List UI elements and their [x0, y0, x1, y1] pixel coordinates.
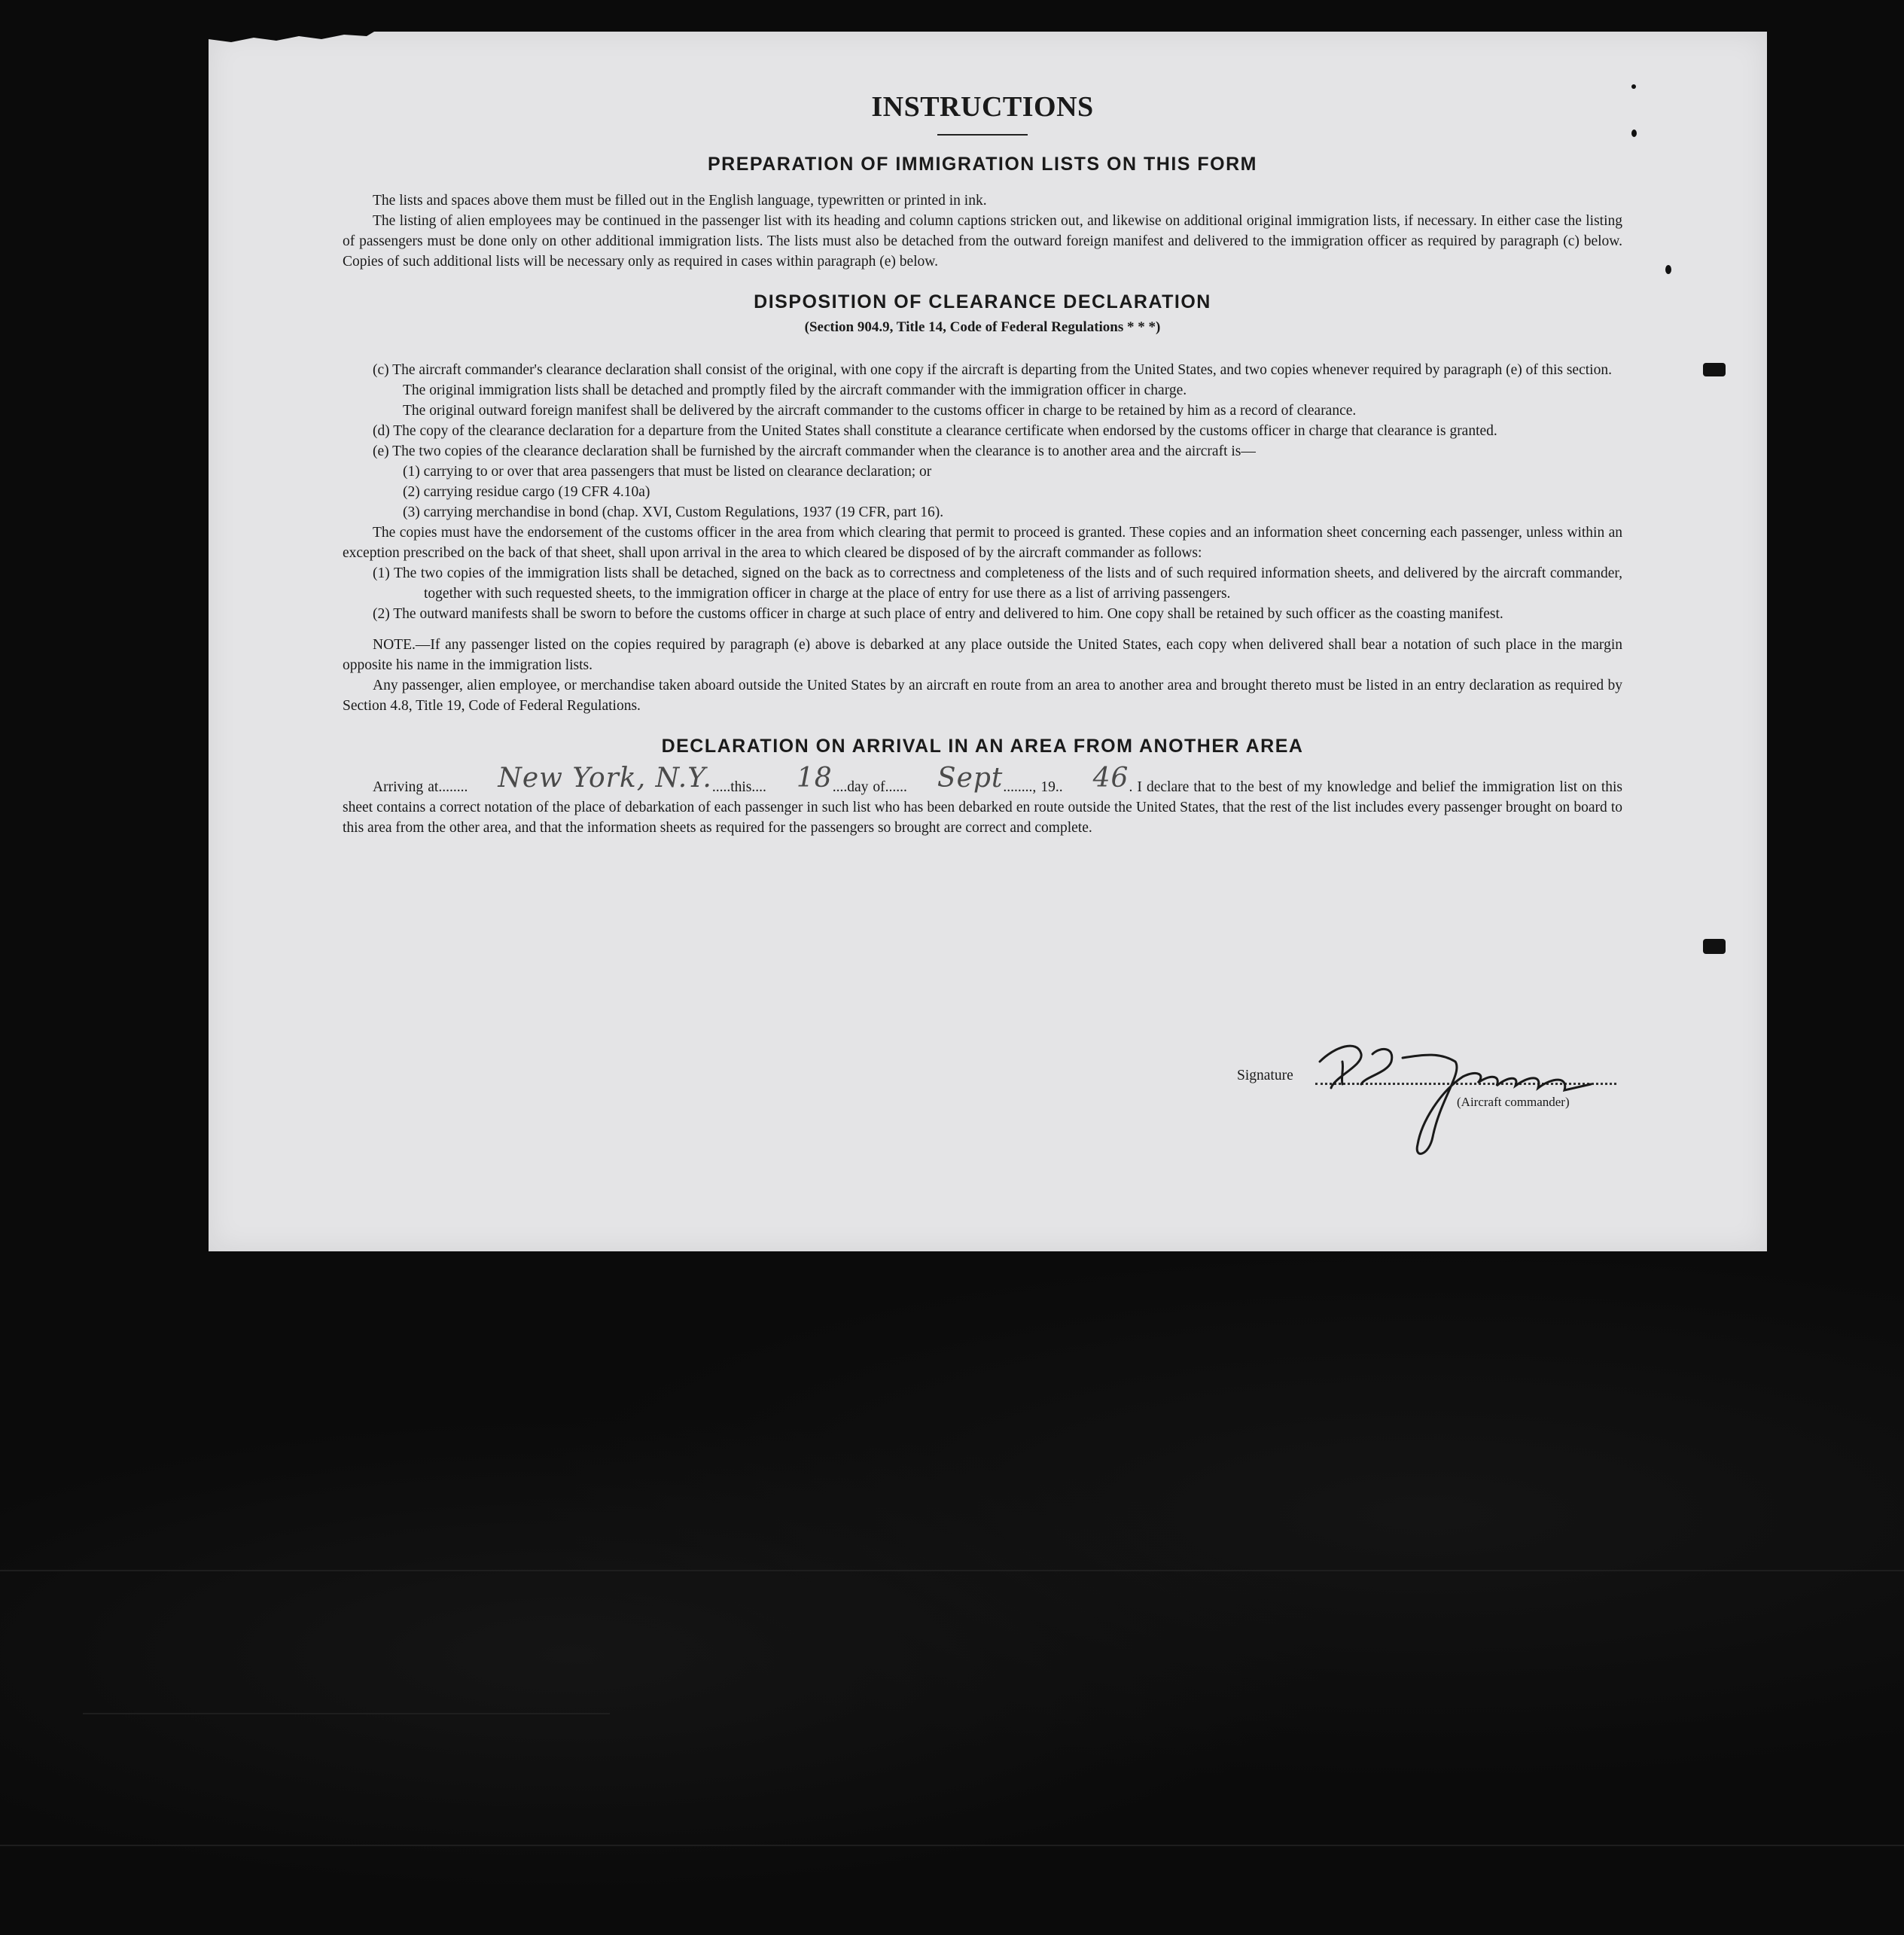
document-page: [209, 32, 1767, 1251]
paragraph-e-item: (3) carrying merchandise in bond (chap. XVI, Custom Regulations, 1937 (19 CFR, part 16).: [403, 504, 944, 520]
scan-artifact-line: [83, 1713, 610, 1714]
handwritten-day[interactable]: 18: [796, 763, 833, 794]
paragraph-c-1: The original immigration lists shall be detached and promptly filed by the aircraft commander with the immigration officer in charge.: [403, 382, 1187, 398]
paragraph-e-item: (1) carrying to or over that area passengers that must be listed on clearance declaration; or: [403, 464, 932, 480]
paragraph: The listing of alien employees may be continued in the passenger list with its heading and column captions stricken out, and likewise on additional original immigration lists, if necessary. In either case the listing of passengers must be done only on other additional immigration lists. The lists must also be detached from the outward foreign manifest and delivered to the immigration officer as required by paragraph (c) below. Copies of such additional lists will be necessary only as required in cases within paragraph (e) below.: [343, 213, 1622, 270]
handwritten-place[interactable]: New York, N.Y.: [498, 763, 712, 794]
ink-blot: [1703, 363, 1726, 376]
ink-speck: [1665, 265, 1671, 274]
declaration-paragraph: Arriving at........ New York, N.Y......this.... 18....day of...... Sept........, 19.. 46. I declare that to the best of my knowledge and belief the immigration list on this sheet contains a correct notation of the place of debarkation of each passenger in such list who has been debarked en route outside the United States, that the rest of the list includes every passenger brought on board to this area from the other area, and that the information sheets as required for the passengers so brought are correct and complete.: [343, 763, 1623, 836]
paragraph-e: (e) The two copies of the clearance declaration shall be furnished by the aircraft commander when the clearance is to another area and the aircraft is—: [373, 443, 1256, 459]
paragraph-c: (c) The aircraft commander's clearance declaration shall consist of the original, with one copy if the aircraft is departing from the United States, and two copies whenever required by paragraph (e) of this section.: [373, 362, 1612, 378]
day-of-label: day of: [847, 779, 885, 795]
arriving-label: Arriving at: [373, 779, 439, 795]
handwritten-month[interactable]: Sept: [937, 763, 1004, 794]
signature-block: [1237, 1068, 1617, 1109]
section-heading-preparation: PREPARATION OF IMMIGRATION LISTS ON THIS FORM: [708, 154, 1257, 175]
torn-edge-mark: [209, 32, 374, 54]
scan-artifact-line: [0, 1845, 1904, 1846]
year-prefix: 19: [1040, 779, 1056, 795]
scan-background-noise: [0, 1235, 1904, 1935]
document-content: [343, 90, 1623, 1109]
note-paragraph: Any passenger, alien employee, or merchandise taken aboard outside the United States by an aircraft en route from an area to another area and brought thereto must be listed in an entry declaration as required by Section 4.8, Title 19, Code of Federal Regulations.: [343, 678, 1622, 714]
this-label: this: [730, 779, 752, 795]
section-subheading-citation: (Section 904.9, Title 14, Code of Federal Regulations * * *): [804, 319, 1161, 335]
section-heading-declaration: DECLARATION ON ARRIVAL IN AN AREA FROM ANOTHER AREA: [661, 736, 1304, 757]
section-heading-disposition: DISPOSITION OF CLEARANCE DECLARATION: [754, 291, 1211, 312]
title-rule: [937, 134, 1028, 136]
paragraph-copies-item: (1) The two copies of the immigration lists shall be detached, signed on the back as to correctness and completeness of the lists and of such required information sheets, and delivered by the aircraft commander, together with such requested sheets, to the immigration officer in charge at the place of entry for use there as a list of arriving passengers.: [373, 565, 1622, 602]
handwritten-year[interactable]: 46: [1092, 763, 1129, 794]
paragraph-copies-item: (2) The outward manifests shall be sworn to before the customs officer in charge at such place of entry and delivered to him. One copy shall be retained by such officer as the coasting manifest.: [373, 606, 1503, 622]
signature-caption: (Aircraft commander): [1457, 1095, 1570, 1109]
note-paragraph: NOTE.—If any passenger listed on the copies required by paragraph (e) above is debarked at any place outside the United States, each copy when delivered shall bear a notation of such place in the margin opposite his name in the immigration lists.: [343, 637, 1622, 673]
scan-artifact-line: [0, 1570, 1904, 1571]
ink-speck: [1631, 130, 1637, 137]
paragraph-d: (d) The copy of the clearance declaration for a departure from the United States shall constitute a clearance certificate when endorsed by the customs officer in charge that clearance is granted.: [373, 423, 1497, 439]
paragraph: The lists and spaces above them must be filled out in the English language, typewritten or printed in ink.: [373, 193, 987, 209]
declaration-text: I declare that to the best of my knowledge and belief the immigration list on this sheet contains a correct notation of the place of debarkation of each passenger in such list who has been debarked en route outside the United States, that the rest of the list includes every passenger brought on board to this area from the other area, and that the information sheets as required for the passengers so brought are correct and complete.: [343, 779, 1623, 836]
paragraph-c-2: The original outward foreign manifest shall be delivered by the aircraft commander to the customs officer in charge to be retained by him as a record of clearance.: [403, 403, 1357, 419]
ink-blot: [1703, 939, 1726, 954]
signature-label: Signature: [1237, 1068, 1293, 1083]
document-title: INSTRUCTIONS: [871, 91, 1094, 123]
paragraph-e-item: (2) carrying residue cargo (19 CFR 4.10a): [403, 484, 650, 500]
ink-speck: [1631, 84, 1636, 89]
paragraph-copies: The copies must have the endorsement of the customs officer in the area from which clearing that permit to proceed is granted. These copies and an information sheet concerning each passenger, unless within an exception prescribed on the back of that sheet, shall upon arrival in the area to which cleared be disposed of by the aircraft commander as follows:: [343, 525, 1622, 561]
